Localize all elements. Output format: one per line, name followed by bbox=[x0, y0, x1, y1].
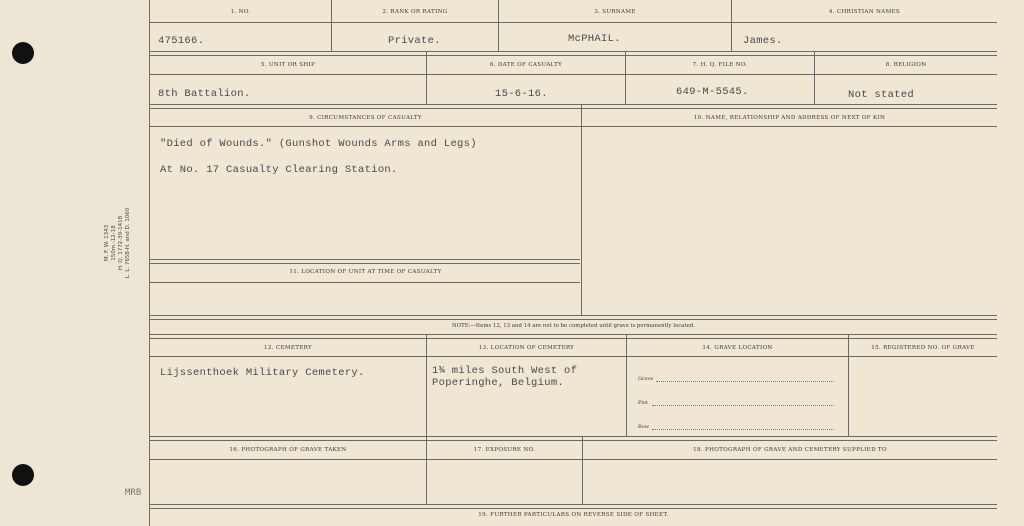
form-codes bbox=[104, 203, 154, 283]
rule bbox=[150, 74, 997, 75]
divider bbox=[498, 0, 499, 52]
christian-names-value: James. bbox=[743, 35, 783, 47]
header-rank: 2. RANK OR RATING bbox=[382, 9, 448, 15]
rule bbox=[150, 315, 997, 320]
plot-dotted-line bbox=[652, 405, 834, 406]
cemetery-location-line-2: Poperinghe, Belgium. bbox=[432, 377, 565, 389]
header-surname: 3. SURNAME bbox=[594, 9, 636, 15]
row-label: Row bbox=[638, 424, 650, 430]
divider bbox=[731, 0, 732, 52]
religion-value: Not stated bbox=[848, 89, 915, 101]
header-unit-location: 11. LOCATION OF UNIT AT TIME OF CASUALTY bbox=[289, 269, 442, 275]
grave-label: Grave bbox=[638, 376, 654, 382]
circumstances-line-2: At No. 17 Casualty Clearing Station. bbox=[160, 164, 398, 176]
date-of-casualty-value: 15-6-16. bbox=[495, 88, 548, 100]
header-number: 1. NO. bbox=[230, 9, 251, 15]
header-photograph-supplied: 18. PHOTOGRAPH OF GRAVE AND CEMETERY SUPPLIED TO bbox=[693, 447, 887, 453]
header-next-of-kin: 10. NAME, RELATIONSHIP AND ADDRESS OF NEXT OF KIN bbox=[693, 115, 886, 121]
surname-value: McPHAIL. bbox=[568, 33, 621, 45]
hq-file-no-value: 649-M-5545. bbox=[676, 86, 749, 98]
note-text: NOTE:—Items 12, 13 and 14 are not to be completed until grave is permanently located. bbox=[452, 323, 695, 329]
service-number: 475166. bbox=[158, 35, 205, 47]
header-photograph-taken: 16. PHOTOGRAPH OF GRAVE TAKEN bbox=[229, 447, 347, 453]
rule bbox=[150, 282, 580, 283]
margin-stamp: MRB bbox=[125, 488, 142, 498]
header-unit: 5. UNIT OR SHIP bbox=[260, 62, 316, 68]
rule bbox=[150, 51, 997, 56]
divider bbox=[426, 52, 427, 105]
plot-label: Plot bbox=[638, 400, 648, 406]
form-code-4: L. L. 7658-H. and D. 1060 bbox=[125, 207, 131, 279]
form-code-3: H. Q. 1772-39-1418 bbox=[118, 215, 124, 271]
header-registered-no: 15. REGISTERED NO. OF GRAVE bbox=[871, 345, 975, 351]
rule bbox=[150, 459, 997, 460]
rule bbox=[150, 259, 580, 264]
grave-dotted-line bbox=[656, 381, 834, 382]
header-cemetery-location: 13. LOCATION OF CEMETERY bbox=[478, 345, 575, 351]
rank-value: Private. bbox=[388, 35, 441, 47]
rule bbox=[150, 126, 997, 127]
divider bbox=[814, 52, 815, 105]
rule bbox=[150, 104, 997, 109]
header-circumstances: 9. CIRCUMSTANCES OF CASUALTY bbox=[309, 115, 422, 121]
divider bbox=[625, 52, 626, 105]
divider bbox=[581, 105, 582, 316]
rule bbox=[150, 334, 997, 339]
row-dotted-line bbox=[652, 429, 834, 430]
rule bbox=[150, 22, 997, 23]
cemetery-value: Lijssenthoek Military Cemetery. bbox=[160, 367, 365, 379]
cemetery-location-line-1: 1¾ miles South West of bbox=[432, 365, 578, 377]
header-further-particulars: 19. FURTHER PARTICULARS ON REVERSE SIDE OF SHEET. bbox=[478, 512, 669, 518]
header-hq-file-no: 7. H. Q. FILE NO. bbox=[692, 62, 748, 68]
header-christian-names: 4. CHRISTIAN NAMES bbox=[828, 9, 901, 15]
header-exposure-no: 17. EXPOSURE NO. bbox=[473, 447, 536, 453]
rule bbox=[150, 436, 997, 441]
form-code-2: 150m.-12-18 bbox=[111, 225, 117, 261]
unit-value: 8th Battalion. bbox=[158, 88, 251, 100]
form-code-1: M. F. W. 1343 bbox=[104, 224, 110, 262]
punch-hole-bottom bbox=[12, 464, 34, 486]
header-date-of-casualty: 6. DATE OF CASUALTY bbox=[489, 62, 563, 68]
circumstances-line-1: "Died of Wounds." (Gunshot Wounds Arms and Legs) bbox=[160, 138, 477, 150]
divider bbox=[331, 0, 332, 52]
rule bbox=[150, 504, 997, 509]
header-religion: 8. RELIGION bbox=[885, 62, 927, 68]
header-grave-location: 14. GRAVE LOCATION bbox=[702, 345, 773, 351]
header-cemetery: 12. CEMETERY bbox=[264, 345, 312, 351]
rule bbox=[150, 356, 997, 357]
punch-hole-top bbox=[12, 42, 34, 64]
